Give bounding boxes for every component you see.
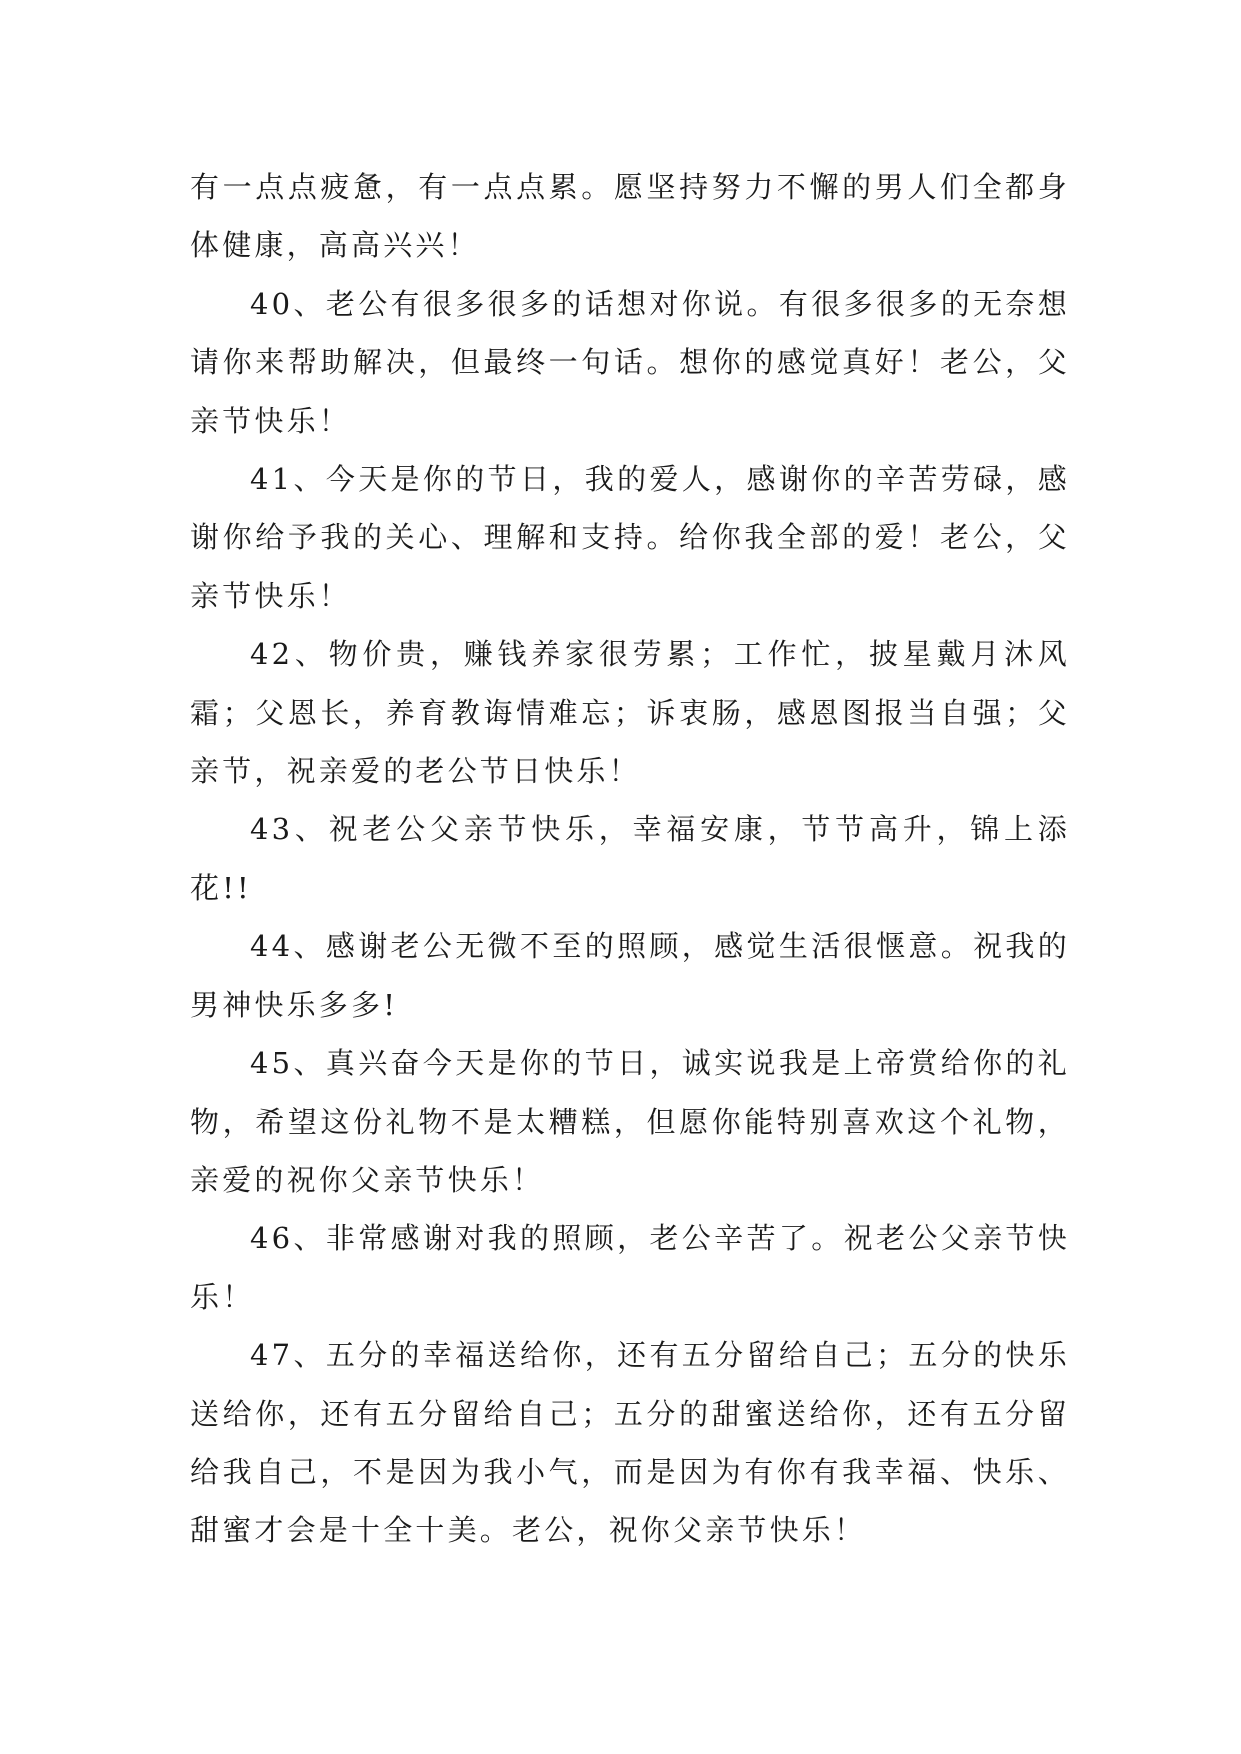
paragraph-continuation: 有一点点疲惫，有一点点累。愿坚持努力不懈的男人们全都身体健康，高高兴兴！ <box>190 170 1070 263</box>
paragraph-40: 40、老公有很多很多的话想对你说。有很多很多的无奈想请你来帮助解决，但最终一句话。想你的感觉真好！老公，父亲节快乐！ <box>190 286 1070 438</box>
paragraph-42: 42、物价贵，赚钱养家很劳累；工作忙，披星戴月沐风霜；父恩长，养育教诲情难忘；诉衷肠，感恩图报当自强；父亲节，祝亲爱的老公节日快乐！ <box>190 637 1070 789</box>
paragraph-45: 45、真兴奋今天是你的节日，诚实说我是上帝赏给你的礼物，希望这份礼物不是太糟糕，但愿你能特别喜欢这个礼物，亲爱的祝你父亲节快乐！ <box>190 1046 1070 1197</box>
paragraph-43: 43、祝老公父亲节快乐，幸福安康，节节高升，锦上添花!! <box>190 812 1070 905</box>
paragraph-47: 47、五分的幸福送给你，还有五分留给自己；五分的快乐送给你，还有五分留给自己；五分的甜蜜送给你，还有五分留给我自己，不是因为我小气，而是因为有你有我幸福、快乐、甜蜜才会是十全十美。老公，祝你父亲节快乐！ <box>190 1338 1070 1548</box>
paragraph-44: 44、感谢老公无微不至的照顾，感觉生活很惬意。祝我的男神快乐多多! <box>190 929 1070 1022</box>
paragraph-46: 46、非常感谢对我的照顾，老公辛苦了。祝老公父亲节快乐！ <box>190 1221 1070 1314</box>
document-body <box>190 158 1070 1560</box>
paragraph-41: 41、今天是你的节日，我的爱人，感谢你的辛苦劳碌，感谢你给予我的关心、理解和支持。给你我全部的爱！老公，父亲节快乐！ <box>190 462 1070 613</box>
